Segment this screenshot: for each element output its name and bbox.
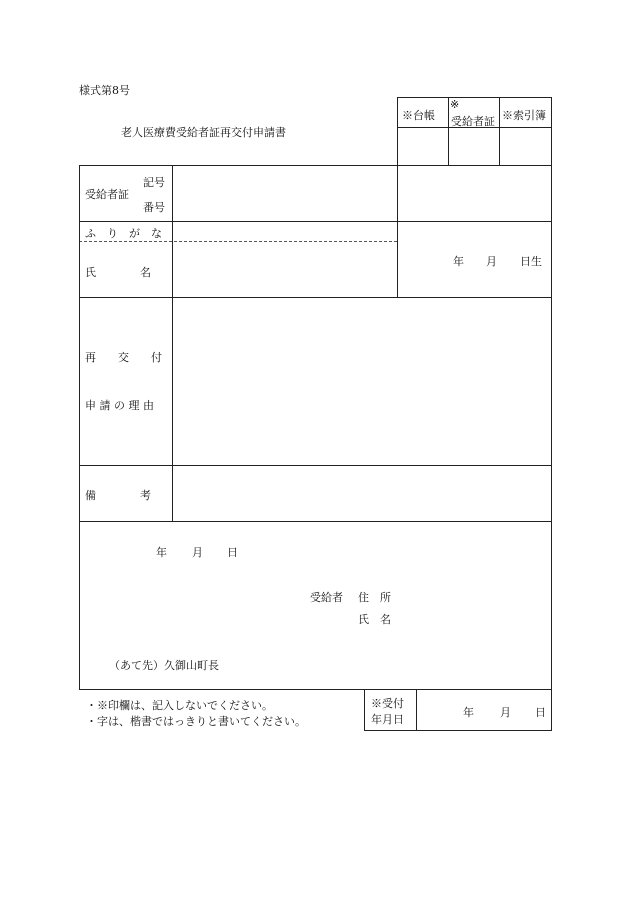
apply-year-label: 年: [156, 546, 167, 559]
applicant-name-input[interactable]: [400, 605, 548, 627]
reason-input[interactable]: [173, 298, 551, 465]
receipt-label-line1: ※受付: [371, 697, 404, 710]
index-label: ※索引簿: [502, 109, 546, 122]
recipient-mark: ※: [450, 98, 460, 111]
receipt-box-bottom-border: [364, 730, 552, 731]
receipt-month-label: 月: [500, 706, 511, 719]
name-input[interactable]: [173, 242, 397, 297]
apply-day-label: 日: [227, 546, 238, 559]
furigana-input[interactable]: [173, 222, 397, 241]
table-right-border: [551, 165, 552, 689]
ledger-label: ※台帳: [402, 109, 435, 122]
applicant-address-label: 住 所: [358, 591, 391, 604]
index-input[interactable]: [500, 128, 551, 165]
birth-day-label: 日生: [520, 255, 542, 268]
receipt-label-line2: 年月日: [371, 713, 404, 726]
application-date-input[interactable]: [120, 538, 250, 562]
recipient-label: 受給者証: [451, 115, 495, 128]
form-number: 様式第8号: [79, 84, 130, 97]
name-label: 氏 名: [85, 266, 151, 279]
remarks-label: 備 考: [85, 489, 151, 502]
receipt-day-label: 日: [535, 706, 546, 719]
birthdate-input[interactable]: [398, 222, 551, 297]
receipt-box-right-border: [551, 689, 552, 730]
certificate-symbol-label: 記号: [143, 176, 165, 189]
applicant-label: 受給者: [310, 591, 343, 604]
apply-month-label: 月: [192, 546, 203, 559]
addressee-label: （あて先）久御山町長: [109, 659, 219, 672]
office-box-top-border: [397, 97, 552, 98]
ledger-input[interactable]: [398, 128, 448, 165]
receipt-year-label: 年: [463, 706, 474, 719]
applicant-name-label: 氏 名: [358, 613, 391, 626]
note-1: ・※印欄は、記入しないでください。: [86, 699, 273, 712]
furigana-label: ふ り が な: [85, 227, 162, 240]
birth-year-label: 年: [453, 255, 464, 268]
certificate-label: 受給者証: [85, 188, 129, 201]
recipient-input[interactable]: [449, 128, 499, 165]
remarks-input[interactable]: [173, 466, 551, 521]
receipt-box-left-border: [364, 689, 365, 730]
certificate-input[interactable]: [173, 166, 397, 221]
note-2: ・字は、楷書ではっきりと書いてください。: [86, 715, 306, 728]
certificate-extra-input[interactable]: [398, 166, 551, 221]
table-line-remarks: [79, 521, 552, 522]
form-title: 老人医療費受給者証再交付申請書: [121, 126, 286, 139]
birth-month-label: 月: [486, 255, 497, 268]
table-left-border: [79, 165, 80, 689]
receipt-date-input[interactable]: [417, 690, 551, 730]
reason-label-line2: 申 請 の 理 由: [85, 399, 154, 412]
applicant-address-input[interactable]: [400, 583, 548, 605]
reason-label-line1: 再 交 付: [85, 351, 162, 364]
office-box-right-border: [551, 97, 552, 165]
certificate-number-label: 番号: [143, 201, 165, 214]
